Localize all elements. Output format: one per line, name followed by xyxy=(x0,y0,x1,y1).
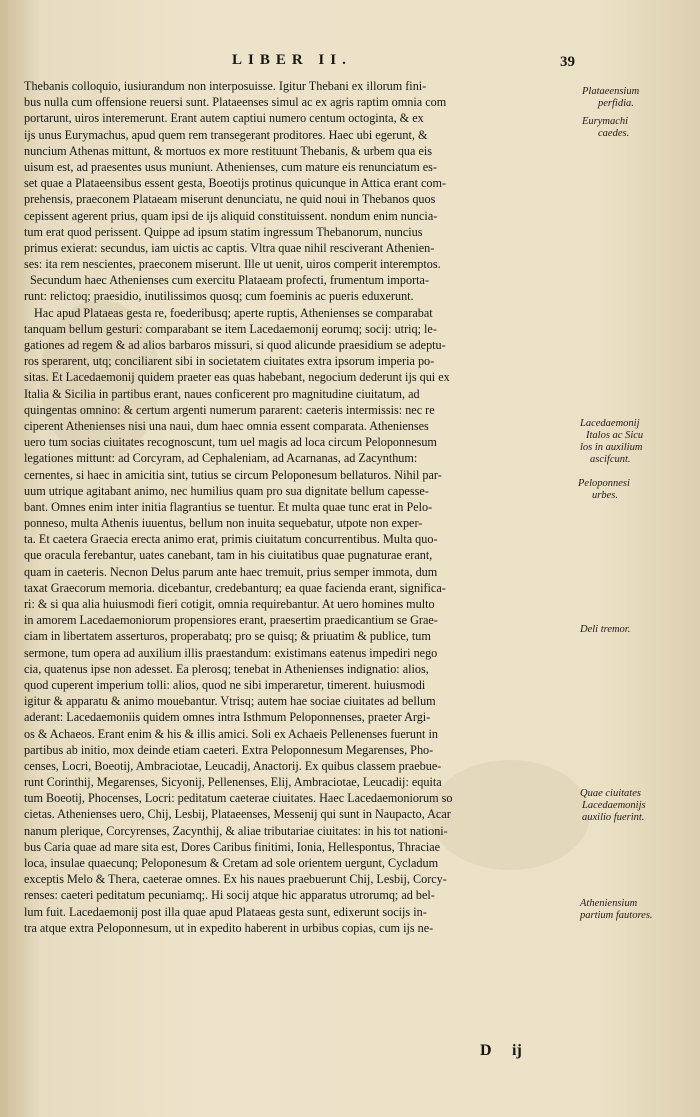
text-line: primus exierat: secundus, iam uictis ac captis. Vltra quae nihil resciverant Athenien- xyxy=(24,240,435,255)
text-line: cepissent agerent prius, quam ipsi de ijs aliquid constituissent. nondum enim nuncia- xyxy=(24,208,438,223)
margin-note-line: Deli tremor. xyxy=(580,624,631,635)
text-line: os & Achaeos. Erant enim & his & illis amici. Soli ex Achaeis Pellenenses fuerunt in xyxy=(24,726,438,741)
text-line: loca, insulae quaecunq; Peloponesum & Cretam ad sole orientem uergunt, Cycladum xyxy=(24,856,439,870)
text-line: bus nulla cum offensione reuersi sunt. Plataeenses simul ac ex agris raptim omnia com xyxy=(24,95,447,110)
margin-note-socii-lacedaemoniorum xyxy=(580,788,646,824)
text-line: renses: caeteri peditatum pecuniamq;. Hi socij atque hic apparatus utrorumq; ad bel- xyxy=(24,888,435,903)
text-line: Thebanis colloquio, iusiurandum non interposuisse. Igitur Thebani ex illorum fini- xyxy=(24,79,427,93)
margin-note-line: Atheniensium xyxy=(580,898,638,909)
text-line: Hac apud Plataeas gesta re, foederibusq; aperte ruptis, Athenienses se comparabat xyxy=(34,305,433,320)
text-line: cia, quatenus ipse non adesset. Ea plerosq; tenebat in Athenienses indignatio: alios, xyxy=(24,661,429,676)
text-line: Secundum haec Athenienses cum exercitu Plataeam profecti, frumentum importa- xyxy=(30,273,430,288)
margin-note-line: auxilio fuerint. xyxy=(582,812,645,823)
text-line: ta. Et caetera Graecia erecta animo erat, primis ciuitatum concurrentibus. Multa quo- xyxy=(24,532,438,547)
text-line: ciperent Athenienses nisi una naui, dum haec omnia essent comparata. Athenienses xyxy=(24,418,429,433)
text-line: que oracula ferebantur, uates canebant, tam in his ciuitatibus quae pugnaturae erant, xyxy=(24,548,433,563)
text-line: in amorem Lacedaemoniorum propensiores erant, praesertim praedicantium se Grae- xyxy=(24,613,438,628)
margin-note-plataeensium xyxy=(582,86,639,110)
text-line: set quae a Plataeensibus essent gesta, Boeotijs protinus quicunque in Attica erant com- xyxy=(24,176,447,191)
text-line: cernentes, si haec in amicitia sint, tutius se circum Peloponesum bellaturos. Nihil par- xyxy=(24,467,442,482)
margin-note-line: partium fautores. xyxy=(580,910,653,921)
text-line: Italia & Sicilia in partibus erant, naues conficerent pro magnitudine ciuitatum, ad xyxy=(24,386,420,401)
margin-note-line: Lacedaemonij xyxy=(580,418,640,429)
margin-note-line: Italos ac Sicu xyxy=(586,430,644,441)
text-line: cietas. Athenienses uero, Chij, Lesbij, Plataeenses, Messenij qui sunt in Naupacto, Acar xyxy=(24,807,451,822)
margin-note-line: Peloponnesi xyxy=(578,478,630,489)
text-line: igitur & apparatu & animo mouebantur. Vtrisq; autem hae sociae ciuitates ad bellum xyxy=(24,694,436,709)
page-footer xyxy=(0,1042,700,1064)
margin-note-line: Eurymachi xyxy=(582,116,629,127)
margin-note-line: Lacedaemonijs xyxy=(582,800,646,811)
text-line: nanum plerique, Corcyrenses, Zacynthij, & aliae tributariae ciuitates: in his tot nationi- xyxy=(24,823,448,838)
text-line: sitas. Et Lacedaemonij quidem praeter eas quas habebant, negocium dederunt ijs qui ex xyxy=(24,370,450,385)
catchword: ij xyxy=(512,1042,522,1059)
text-line: bant. Omnes enim inter initia flagrantius se tuentur. Et multa quae tunc erat in Pelo- xyxy=(24,499,433,514)
text-line: tum Boeotij, Phocenses, Locri: peditatum caeterae ciuitates. Haec Lacedaemoniorum so xyxy=(24,791,453,806)
text-line: ponneso, multa Athenis iuuentus, bellum non inuita sequebatur, utpote non exper- xyxy=(24,516,423,531)
margin-note-line: Quae ciuitates xyxy=(580,788,641,799)
margin-note-line: caedes. xyxy=(598,128,630,139)
margin-note-line: Plataeensium xyxy=(582,86,640,97)
text-line: sermone, tum opera ad auxilium illis praestandum: existimans eatenus impediri nego xyxy=(24,645,438,660)
text-line: quam in caeteris. Necnon Delus parum ante haec tremuit, prius semper immota, dum xyxy=(24,564,438,579)
margin-note-eurymachi xyxy=(582,116,629,140)
text-line: tra atque extra Peloponnesum, ut in expedito haberent in urbibus copias, cum ijs ne- xyxy=(24,920,434,935)
text-line: partibus ab initio, mox deinde etiam caeteri. Extra Peloponnesum Megarenses, Pho- xyxy=(24,742,434,757)
margin-note-line: ascifcunt. xyxy=(590,454,631,465)
margin-note-line: los in auxilium xyxy=(580,442,643,453)
margin-note-deli-tremor xyxy=(580,624,630,636)
text-line: tum erat quod perissent. Quippe ad ipsum statim ingressum Thebanorum, nuncius xyxy=(24,224,423,239)
text-line: nuncium Athenas mittunt, & mortuos ex more restituunt Thebanis, & urbem qua eis xyxy=(24,143,432,158)
text-line: taxat Graecorum memoria. dicebantur, credebanturq; ea quae facienda erant, significa- xyxy=(24,580,446,595)
text-line: bus Caria quae ad mare sita est, Dores Caribus finitimi, Ionia, Hellespontus, Thraciae xyxy=(24,839,441,854)
text-line: tanquam bellum gesturi: comparabant se item Lacedaemonij eorumq; socij: utriq; le- xyxy=(24,321,437,336)
text-line: ciam in libertatem asserturos, properabatq; pro se quisq; & priuatim & publice, tum xyxy=(24,629,431,644)
text-line: quod cuperent imperium tolli: alios, quod ne sibi imperaretur, timerent. huiusmodi xyxy=(24,677,426,692)
text-line: gationes ad regem & ad alios barbaros missuri, si quod alicunde praesidium se adeptu- xyxy=(24,338,446,352)
text-line: legationes mittunt: ad Corcyram, ad Cephaleniam, ad Acarnanas, ad Zacynthum: xyxy=(24,451,418,466)
margin-note-line: perfidia. xyxy=(598,98,634,109)
margin-note-line: urbes. xyxy=(592,490,618,501)
text-line: quingentas omnino: & certum argenti numerum pararent: caeteris intermissis: nec re xyxy=(24,402,435,417)
text-line: uum utrique agitabant animo, nec humilius quam pro sua dignitate bellum capesse- xyxy=(24,483,429,498)
text-line: portarunt, uiros interemerunt. Erant autem captiui numero centum octoginta, & ex xyxy=(24,111,424,126)
text-line: prehensis, praeconem Plataeam miserunt denunciatu, ne quid noui in Thebanos quos xyxy=(24,192,436,207)
text-line: ijs unus Eurymachus, apud quem rem transegerant proditores. Haec ubi egerunt, & xyxy=(24,127,428,142)
margin-note-peloponnesi xyxy=(578,478,630,502)
text-line: ros sperarent, utq; conciliarent sibi in societatem ciuitates extra ipsorum imperia po- xyxy=(24,354,435,369)
main-text-block xyxy=(24,78,580,936)
text-line: aderant: Lacedaemoniis quidem omnes intra Isthmum Peloponnenses, praeter Argi- xyxy=(24,710,431,725)
text-line: lum fuit. Lacedaemonij post illa quae apud Plataeas gesta sunt, edixerunt socijs in- xyxy=(24,904,427,919)
margin-note-lacedaemonij xyxy=(580,418,643,466)
page-header xyxy=(0,52,700,76)
text-line: ses: ita rem nescientes, praeconem miserunt. Ille ut uenit, uiros comperit interemptos. xyxy=(24,257,441,272)
signature-mark: D xyxy=(480,1042,492,1059)
text-line: ri: & si qua alia huiusmodi fieri cotigit, omnia requirebantur. At uero homines multo xyxy=(24,597,435,611)
text-line: runt Corinthij, Megarenses, Sicyonij, Pellenenses, Elij, Ambraciotae, Leucadij: equita xyxy=(24,775,442,790)
running-head: LIBER II. xyxy=(232,52,352,68)
page-number: 39 xyxy=(560,54,575,70)
text-line: uisum est, ad praesentes usus muniunt. Athenienses, cum mature eis renunciatum es- xyxy=(24,159,437,174)
text-line: runt: relictoq; praesidio, inutilissimos quosq; cum foeminis ac pueris eduxerunt. xyxy=(24,289,414,304)
text-line: uero tum socias ciuitates recognoscunt, tum uel magis ad loca circum Peloponnesum xyxy=(24,435,437,450)
text-line: censes, Locri, Boeotij, Ambraciotae, Leucadij, Anactorij. Ex quibus classem praebue- xyxy=(24,758,442,773)
text-line: exceptis Melo & Thera, caeterae omnes. Ex his naues praebuerunt Chij, Lesbij, Corcy- xyxy=(24,872,447,887)
margin-note-atheniensium xyxy=(580,898,653,922)
